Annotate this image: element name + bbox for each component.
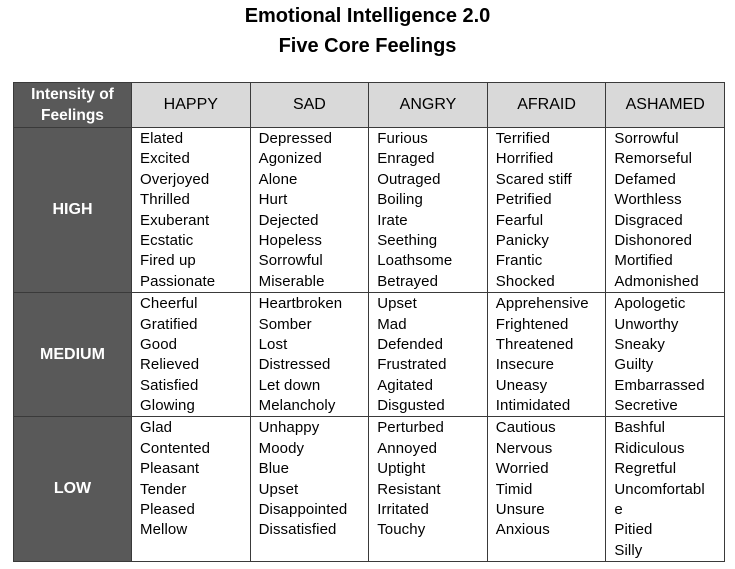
feeling-word: Guilty [614,356,654,374]
feeling-word: Thrilled [140,191,190,209]
feeling-word: Unworthy [614,315,679,333]
feeling-word: Apologetic [614,295,686,313]
column-header-happy: HAPPY [132,83,251,128]
feeling-word: Secretive [614,397,678,415]
feeling-word: Nervous [495,439,553,457]
feeling-word: Cautious [495,419,556,437]
feeling-word: Ridiculous [614,439,685,457]
cell-high-angry [369,128,488,293]
feeling-word: Gratified [140,315,198,333]
feeling-word: Bashful [614,419,666,437]
cell-high-afraid [487,128,606,293]
feeling-word: Exuberant [140,211,210,229]
feeling-word: Unsure [495,501,545,519]
feeling-word: Pitied [614,521,653,539]
feeling-word: Somber [258,315,312,333]
feeling-word: Perturbed [377,419,444,437]
feeling-word: Apprehensive [495,295,589,313]
feeling-word: Elated [140,130,184,147]
feeling-word: Timid [495,480,533,498]
feeling-word: Pleasant [140,460,200,478]
feeling-word: Sorrowful [258,252,323,270]
feeling-word: Upset [377,295,417,313]
feeling-word: Shocked [495,272,555,290]
feeling-word: Silly [614,541,643,559]
feeling-word: Glad [140,419,173,437]
cell-medium-sad [250,293,369,417]
feeling-word: Glowing [140,397,195,415]
feeling-word: Good [140,335,178,353]
feeling-word: Loathsome [377,252,453,270]
feeling-word: Disappointed [258,501,348,519]
feeling-word: Hurt [258,191,288,209]
corner-header-line-1: Intensity of [31,86,114,103]
feeling-word: Remorseful [614,150,693,168]
feeling-word: Relieved [140,356,200,374]
feeling-word: Annoyed [377,439,438,457]
feeling-word: e [614,501,623,519]
cell-low-ashamed [606,417,725,562]
feeling-word: Irate [377,211,408,229]
feeling-word: Scared stiff [495,170,572,188]
feeling-word: Resistant [377,480,441,498]
feeling-word: Alone [258,170,298,188]
feeling-word: Dissatisfied [258,521,337,539]
column-header-sad: SAD [250,83,369,128]
cell-low-afraid [487,417,606,562]
feeling-word: Regretful [614,460,677,478]
feeling-word: Enraged [377,150,435,168]
feelings-table [13,82,725,562]
cell-medium-afraid [487,293,606,417]
feeling-word: Tender [140,480,187,498]
feeling-word: Dishonored [614,231,693,249]
table-row-low [14,417,725,562]
feeling-word: Frightened [495,315,569,333]
feeling-word: Miserable [258,272,325,290]
cell-low-happy [132,417,251,562]
feeling-word: Depressed [258,130,333,147]
feeling-word: Mellow [140,521,188,539]
feeling-word: Worried [495,460,549,478]
feeling-word: Fired up [140,252,196,270]
header-row [14,83,725,128]
feeling-word: Hopeless [258,231,322,249]
feeling-word: Defended [377,335,444,353]
row-header-high: HIGH [14,128,132,293]
row-header-low: LOW [14,417,132,562]
feeling-word: Sorrowful [614,130,679,147]
feeling-word: Frantic [495,252,543,270]
feeling-word: Heartbroken [258,295,343,313]
table-row-medium [14,293,725,417]
feeling-word: Cheerful [140,295,198,313]
feeling-word: Terrified [495,130,551,147]
feeling-word: Passionate [140,272,216,290]
feeling-word: Sneaky [614,335,666,353]
feeling-word: Agitated [377,376,434,394]
column-header-ashamed: ASHAMED [606,83,725,128]
feeling-word: Mortified [614,252,673,270]
feeling-word: Boiling [377,191,423,209]
feeling-word: Dejected [258,211,319,229]
feeling-word: Mad [377,315,407,333]
feeling-word: Admonished [614,272,699,290]
table-row-high [14,128,725,293]
feeling-word: Anxious [495,521,550,539]
document-subtitle: Five Core Feelings [278,35,457,57]
feeling-word: Frustrated [377,356,447,374]
feeling-word: Threatened [495,335,574,353]
cell-high-ashamed [606,128,725,293]
feeling-word: Uncomfortabl [614,480,705,498]
cell-low-sad [250,417,369,562]
corner-header [14,83,132,128]
feeling-word: Agonized [258,150,322,168]
feeling-word: Insecure [495,356,555,374]
feeling-word: Satisfied [140,376,199,394]
feeling-word: Contented [140,439,211,457]
feeling-word: Embarrassed [614,376,705,394]
feeling-word: Blue [258,460,290,478]
cell-high-sad [250,128,369,293]
feeling-word: Unhappy [258,419,320,437]
corner-header-line-2: Feelings [41,107,104,124]
feeling-word: Fearful [495,211,544,229]
feeling-word: Pleased [140,501,195,519]
feeling-word: Seething [377,231,438,249]
feeling-word: Petrified [495,191,552,209]
feeling-word: Intimidated [495,397,571,415]
feeling-word: Uneasy [495,376,548,394]
feeling-word: Outraged [377,170,441,188]
cell-medium-ashamed [606,293,725,417]
feeling-word: Disgraced [614,211,683,229]
feeling-word: Irritated [377,501,429,519]
feeling-word: Furious [377,130,428,147]
feeling-word: Distressed [258,356,331,374]
cell-medium-angry [369,293,488,417]
feeling-word: Let down [258,376,321,394]
document-title: Emotional Intelligence 2.0 [244,5,491,27]
cell-high-happy [132,128,251,293]
feeling-word: Touchy [377,521,426,539]
feeling-word: Moody [258,439,305,457]
feeling-word: Panicky [495,231,550,249]
cell-medium-happy [132,293,251,417]
feeling-word: Defamed [614,170,676,188]
feeling-word: Overjoyed [140,170,210,188]
feeling-word: Ecstatic [140,231,194,249]
feeling-word: Disgusted [377,397,445,415]
cell-low-angry [369,417,488,562]
feeling-word: Melancholy [258,397,336,415]
feeling-word: Horrified [495,150,554,168]
feeling-word: Betrayed [377,272,439,290]
row-header-medium: MEDIUM [14,293,132,417]
feeling-word: Upset [258,480,299,498]
feeling-word: Uptight [377,460,426,478]
column-header-afraid: AFRAID [487,83,606,128]
feeling-word: Worthless [614,191,682,209]
feeling-word: Lost [258,335,288,353]
feeling-word: Excited [140,150,190,168]
column-header-angry: ANGRY [369,83,488,128]
